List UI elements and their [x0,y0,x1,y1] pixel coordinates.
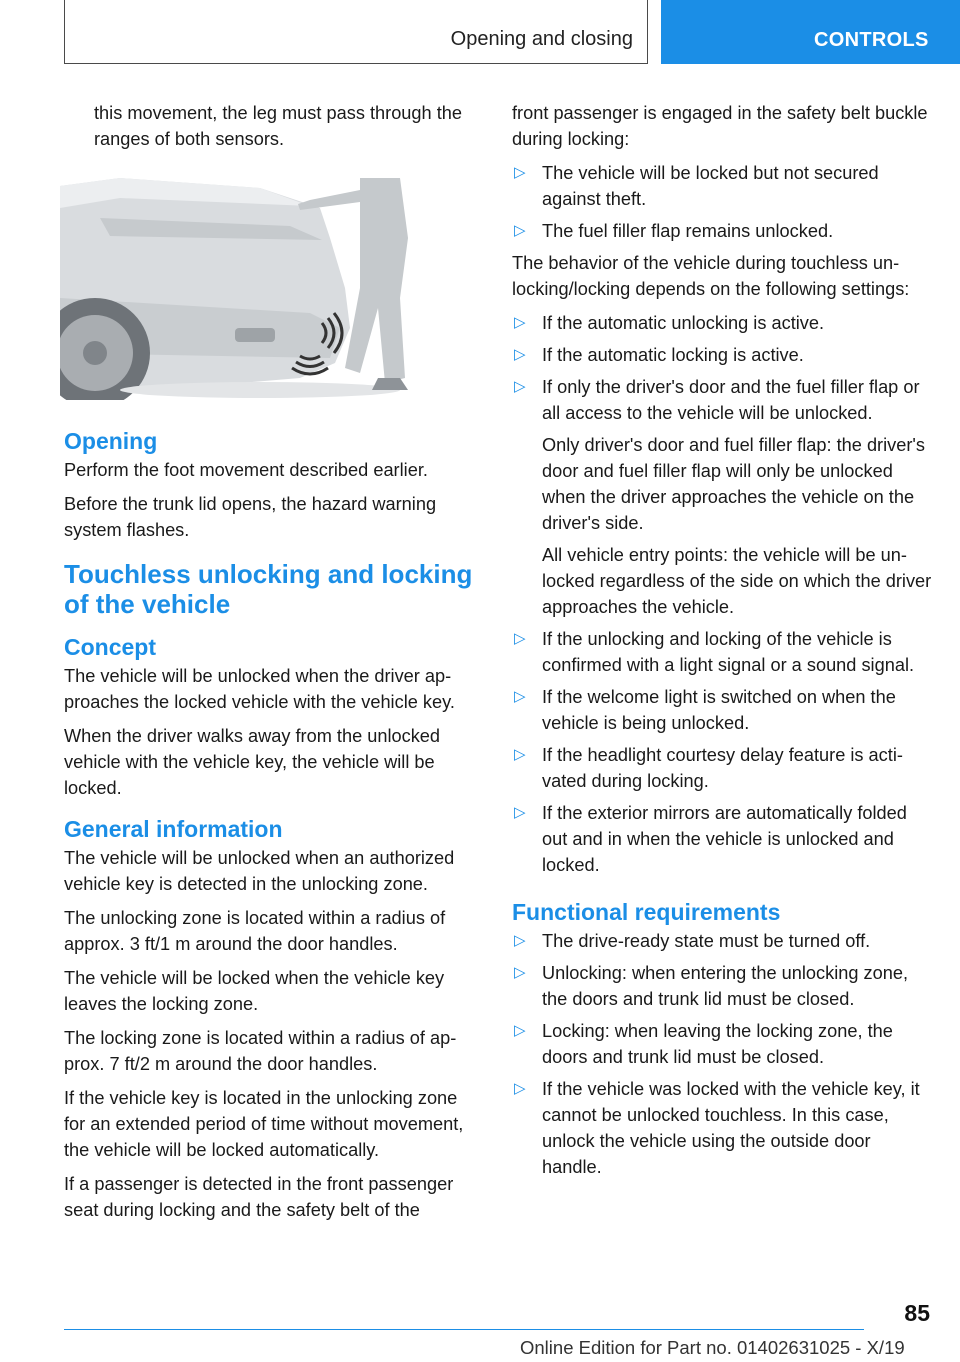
triangle-bullet-icon: ▷ [514,314,526,331]
general-text-4: The locking zone is located within a radius of approx. 7 ft/2 m around the door handles. [64,1028,457,1074]
list-item: ▷ The vehicle will be locked but not secured against theft. [512,160,932,212]
general-text-1: The vehicle will be unlocked when an authorized vehicle key is detected in the unlocking zone. [64,848,455,894]
triangle-bullet-icon: ▷ [514,346,526,363]
chapter-title: CONTROLS [814,29,929,51]
list-item: ▷ If the vehicle was locked with the vehicle key, it cannot be unlocked touchless. In this case, unlock the vehicle using the outside door handle. [512,1076,932,1180]
list-item: ▷ The drive-ready state must be turned off. [512,928,932,954]
heading-opening: Opening [64,428,158,454]
settings-subtext-1: Only driver's door and fuel filler flap: the driver's door and fuel filler flap will only be unlocked when the driver approaches the vehicle on the driver's side. [542,435,925,533]
triangle-bullet-icon: ▷ [514,164,526,181]
opening-text-2: Before the trunk lid opens, the hazard warning system flashes. [64,494,437,540]
locking-bullet-list [512,160,932,244]
requirements-bullet-list [512,928,932,1180]
list-item: ▷ If the automatic locking is active. [512,342,932,368]
triangle-bullet-icon: ▷ [514,1022,526,1039]
triangle-bullet-icon: ▷ [514,1080,526,1097]
list-item: ▷ If the headlight courtesy delay feature is activated during locking. [512,742,932,794]
general-text-3: The vehicle will be locked when the vehicle key leaves the locking zone. [64,968,445,1014]
right-column [512,100,932,1186]
list-item: ▷ Locking: when leaving the locking zone, the doors and trunk lid must be closed. [512,1018,932,1070]
general-text-5: If the vehicle key is located in the unlocking zone for an extended period of time without movement, the vehicle will be locked automatically. [64,1088,464,1160]
triangle-bullet-icon: ▷ [514,222,526,239]
footer-divider [64,1329,864,1330]
triangle-bullet-icon: ▷ [514,804,526,821]
triangle-bullet-icon: ▷ [514,932,526,949]
list-item: ▷ If the welcome light is switched on when the vehicle is being unlocked. [512,684,932,736]
opening-text-1: Perform the foot movement described earlier. [64,460,428,480]
list-item: ▷ If only the driver's door and the fuel filler flap or all access to the vehicle will be unlocked. Only driver's door and fuel filler flap: the driver's door and fuel filler flap will only be unlocked when the driver approaches the vehicle on the driver's side. All vehicle entry points: the vehicle will be unlocked regardless of the side on which the driver approaches the vehicle. [512,374,932,620]
header-chapter-tab [661,0,960,64]
left-column [64,100,479,1231]
concept-text-2: When the driver walks away from the unlocked vehicle with the vehicle key, the vehicle will be locked. [64,726,441,798]
list-item: ▷ If the exterior mirrors are automatically folded out and in when the vehicle is unlocked and locked. [512,800,932,878]
section-title: Opening and closing [450,28,633,50]
general-text-6: If a passenger is detected in the front passenger seat during locking and the safety belt of the [64,1174,454,1220]
footer-edition: Online Edition for Part no. 01402631025 - X/19 [520,1337,905,1358]
heading-concept: Concept [64,634,156,660]
list-item: ▷ If the automatic unlocking is active. [512,310,932,336]
continued-text: front passenger is engaged in the safety belt buckle during locking: [512,103,928,149]
general-text-2: The unlocking zone is located within a radius of approx. 3 ft/1 m around the door handles. [64,908,446,954]
list-item: ▷ The fuel filler flap remains unlocked. [512,218,932,244]
triangle-bullet-icon: ▷ [514,378,526,395]
list-item: ▷ Unlocking: when entering the unlocking zone, the doors and trunk lid must be closed. [512,960,932,1012]
page-number: 85 [904,1300,930,1326]
triangle-bullet-icon: ▷ [514,688,526,705]
triangle-bullet-icon: ▷ [514,630,526,647]
heading-general-information: General information [64,816,283,842]
settings-bullet-list [512,310,932,878]
triangle-bullet-icon: ▷ [514,746,526,763]
list-item: ▷ If the unlocking and locking of the vehicle is confirmed with a light signal or a sound signal. [512,626,932,678]
trunk-foot-sensor-illustration [60,178,410,400]
heading-touchless: Touchless unlocking and locking of the vehicle [64,559,473,619]
triangle-bullet-icon: ▷ [514,964,526,981]
behavior-text: The behavior of the vehicle during touchless unlocking/locking depends on the following settings: [512,253,910,299]
concept-text-1: The vehicle will be unlocked when the driver approaches the locked vehicle with the vehicle key. [64,666,455,712]
header-section-box [64,0,648,64]
heading-functional-requirements: Functional requirements [512,899,781,925]
intro-text: this movement, the leg must pass through the ranges of both sensors. [94,103,462,149]
settings-subtext-2: All vehicle entry points: the vehicle will be unlocked regardless of the side on which the driver approaches the vehicle. [542,545,932,617]
